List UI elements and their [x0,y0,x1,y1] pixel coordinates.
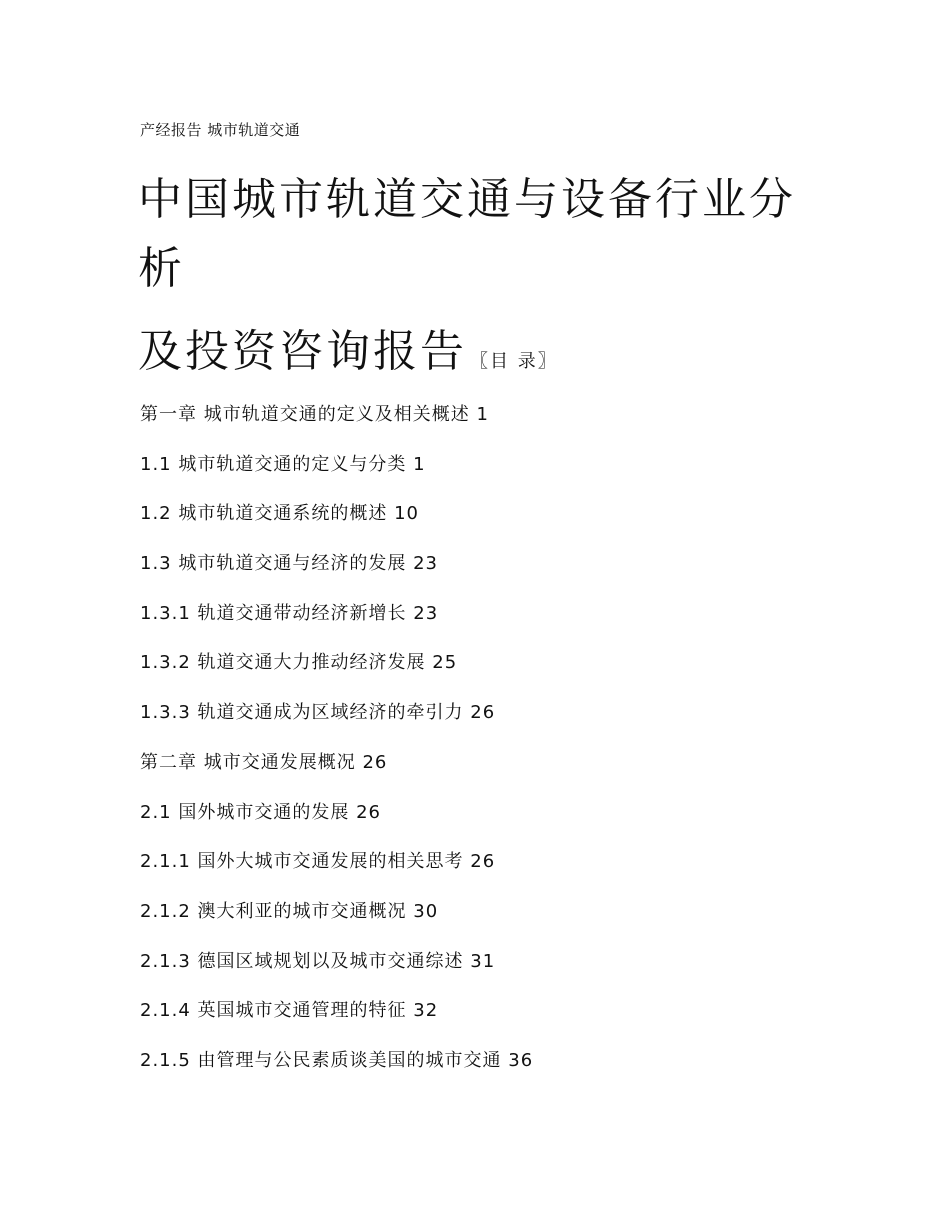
toc-entry-page: 26 [470,702,496,724]
toc-entry-label: 2.1.1 国外大城市交通发展的相关思考 [140,851,464,873]
toc-entry[interactable] [140,900,533,950]
toc-entry-label: 2.1.4 英国城市交通管理的特征 [140,1000,407,1022]
toc-entry[interactable] [140,701,533,751]
report-title-line-1: 中国城市轨道交通与设备行业分 [138,174,796,225]
toc-entry[interactable] [140,651,533,701]
toc-entry-page: 1 [413,453,426,475]
toc-entry-label: 2.1.2 澳大利亚的城市交通概况 [140,900,407,922]
toc-entry-page: 36 [508,1049,534,1071]
toc-entry-label: 1.1 城市轨道交通的定义与分类 [140,453,407,475]
toc-entry[interactable] [140,850,533,900]
toc-entry[interactable] [140,552,533,602]
toc-entry-page: 25 [432,652,458,674]
toc-entry-page: 31 [470,950,496,972]
toc-entry-page: 30 [413,900,439,922]
toc-entry-label: 第二章 城市交通发展概况 [140,751,356,773]
toc-entry[interactable] [140,403,533,453]
toc-entry-label: 2.1 国外城市交通的发展 [140,801,350,823]
report-title-line-3: 及投资咨询报告 [138,326,467,377]
toc-entry-label: 2.1.5 由管理与公民素质谈美国的城市交通 [140,1049,502,1071]
toc-entry[interactable] [140,1049,533,1099]
toc-entry[interactable] [140,999,533,1049]
report-title-line-2: 析 [138,243,185,294]
toc-entry-page: 26 [470,851,496,873]
toc-entry-page: 10 [394,503,419,525]
toc-entry-label: 第一章 城市轨道交通的定义及相关概述 [140,404,470,425]
toc-entry-label: 2.1.3 德国区域规划以及城市交通综述 [140,950,464,972]
toc-heading: 〖目 录〗 [470,351,558,372]
toc-entry-label: 1.2 城市轨道交通系统的概述 [140,503,388,525]
toc-entry[interactable] [140,751,533,801]
toc-entry-label: 1.3.3 轨道交通成为区域经济的牵引力 [140,702,464,724]
toc-entry-label: 1.3 城市轨道交通与经济的发展 [140,553,407,575]
toc-entry[interactable] [140,602,533,652]
toc-entry-label: 1.3.1 轨道交通带动经济新增长 [140,602,407,624]
report-category: 产经报告 城市轨道交通 [140,121,301,139]
toc-entry-page: 23 [413,553,438,575]
toc-entry-page: 23 [413,602,439,624]
toc-entry-page: 1 [476,404,489,425]
table-of-contents [140,403,533,1099]
toc-entry[interactable] [140,502,533,552]
toc-entry-page: 26 [356,801,381,823]
toc-entry[interactable] [140,453,533,503]
toc-entry-page: 26 [362,751,388,773]
toc-entry-page: 32 [413,1000,439,1022]
toc-entry-label: 1.3.2 轨道交通大力推动经济发展 [140,652,426,674]
toc-entry[interactable] [140,950,533,1000]
toc-entry[interactable] [140,801,533,851]
